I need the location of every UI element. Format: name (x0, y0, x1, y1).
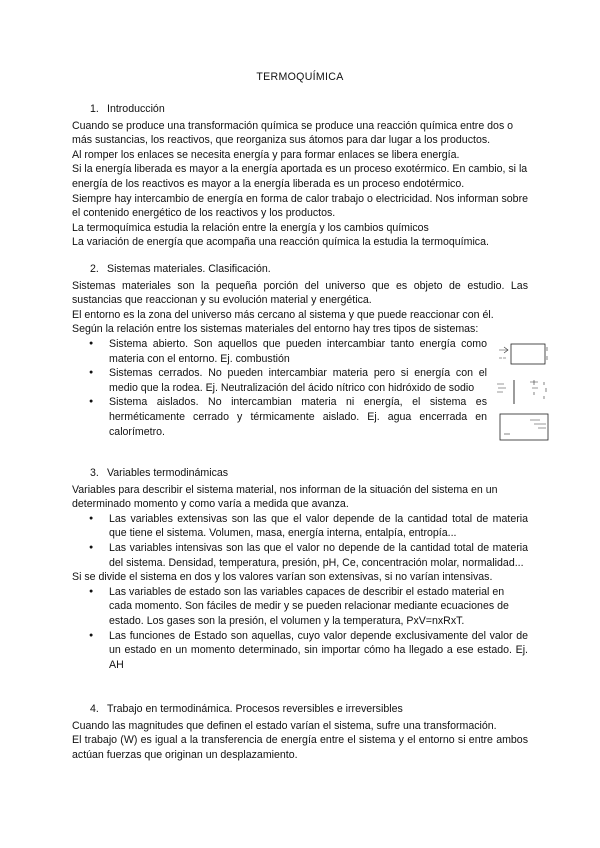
paragraph: La termoquímica estudia la relación entre la energía y los cambios químicos (72, 221, 429, 234)
section-number: 4. (90, 703, 99, 715)
paragraph: La variación de energía que acompaña una reacción química la estudia la termoquímica. (72, 236, 489, 249)
section-heading (72, 466, 528, 481)
section-heading (72, 262, 528, 277)
section-number: 1. (90, 103, 99, 115)
section-heading (72, 702, 528, 717)
paragraph: Si la energía liberada es mayor a la energía aportada es un proceso exotérmico. En cambio, si la energía de los reactivos es mayor a la energía liberada es un proceso endotérmico. (72, 163, 528, 190)
section-title: Sistemas materiales. Clasificación. (107, 263, 271, 275)
list-item: ● Sistemas cerrados. No pueden intercambiar materia pero si energía con el medio que la rodea. Ej. Neutralización del ácido nítrico con hidróxido de sodio (72, 366, 487, 395)
section-trabajo-termodinamica (72, 702, 528, 762)
paragraph: Según la relación entre los sistemas materiales del entorno hay tres tipos de sistemas: (72, 323, 479, 336)
section-title: Trabajo en termodinámica. Procesos reversibles e irreversibles (107, 703, 403, 715)
paragraph: Sistemas materiales son la pequeña porción del universo que es objeto de estudio. Las sustancias que reaccionan y su evolución material y energética. (72, 279, 528, 307)
paragraph: Cuando se produce una transformación química se produce una reacción química entre dos o más sustancias, los reactivos, que reorganiza sus átomos para dar lugar a los productos. (72, 119, 514, 147)
list-item: ● Sistema aislados. No intercambian materia ni energía, el sistema es herméticamente cerrado y térmicamente aislado. Ej. agua encerrada en calorímetro. (72, 395, 487, 439)
variables-list-a (72, 512, 528, 570)
section-introduccion (72, 102, 528, 250)
section-variables-termodinamicas (72, 466, 528, 672)
list-item: ● Las variables extensivas son las que el valor depende de la cantidad total de materia que tiene el sistema. Volumen, masa, energía interna, entalpía, entropía... (72, 512, 528, 541)
paragraph: Al romper los enlaces se necesita energía y para formar enlaces se libera energía. (72, 148, 460, 161)
isolated-system-diagram (498, 412, 552, 442)
open-system-diagram (498, 342, 550, 368)
section-title: Introducción (107, 103, 165, 115)
paragraph: Cuando las magnitudes que definen el estado varían el sistema, sufre una transformación. (72, 719, 497, 732)
section-sistemas-materiales (72, 262, 528, 439)
list-item: ● Las variables intensivas son las que el valor no depende de la cantidad total de materia del sistema. Densidad, temperatura, presión, pH, Ce, concentración molar, normalidad... (72, 541, 528, 570)
paragraph: El trabajo (W) es igual a la transferencia de energía entre el sistema y el entorno si entre ambos actúan fuerzas que originan un desplazamiento. (72, 734, 528, 761)
document-title: TERMOQUÍMICA (256, 71, 344, 83)
section-number: 3. (90, 467, 99, 479)
section-number: 2. (90, 263, 99, 275)
list-item: ● Las variables de estado son las variables capaces de describir el estado material en cada momento. Son fáciles de medir y se pueden relacionar mediante ecuaciones de estado. Los gases son la presión, el volumen y la temperatura, PxV=nxRxT. (72, 585, 528, 629)
closed-system-diagram (496, 378, 552, 406)
variables-list-b (72, 585, 528, 673)
system-types-list (72, 337, 528, 439)
section-title: Variables termodinámicas (107, 467, 229, 479)
paragraph: Si se divide el sistema en dos y los valores varían son extensivas, si no varían intensivas. (72, 571, 493, 584)
paragraph: Variables para describir el sistema material, nos informan de la situación del sistema en un determinado momento y como varía a medida que avanza. (72, 483, 498, 511)
section-heading (72, 102, 528, 117)
list-item: ● Sistema abierto. Son aquellos que pueden intercambiar tanto energía como materia con el entorno. Ej. combustión (72, 337, 487, 366)
list-item: ● Las funciones de Estado son aquellas, cuyo valor depende exclusivamente del valor de un estado en un momento determinado, sin importar cómo ha llegado a ese estado. Ej. AH (72, 629, 528, 673)
paragraph: El entorno es la zona del universo más cercano al sistema y que puede reaccionar con él. (72, 308, 494, 321)
paragraph: Siempre hay intercambio de energía en forma de calor trabajo o electricidad. Nos informan sobre el contenido energético de los reactivos y los productos. (72, 192, 528, 220)
